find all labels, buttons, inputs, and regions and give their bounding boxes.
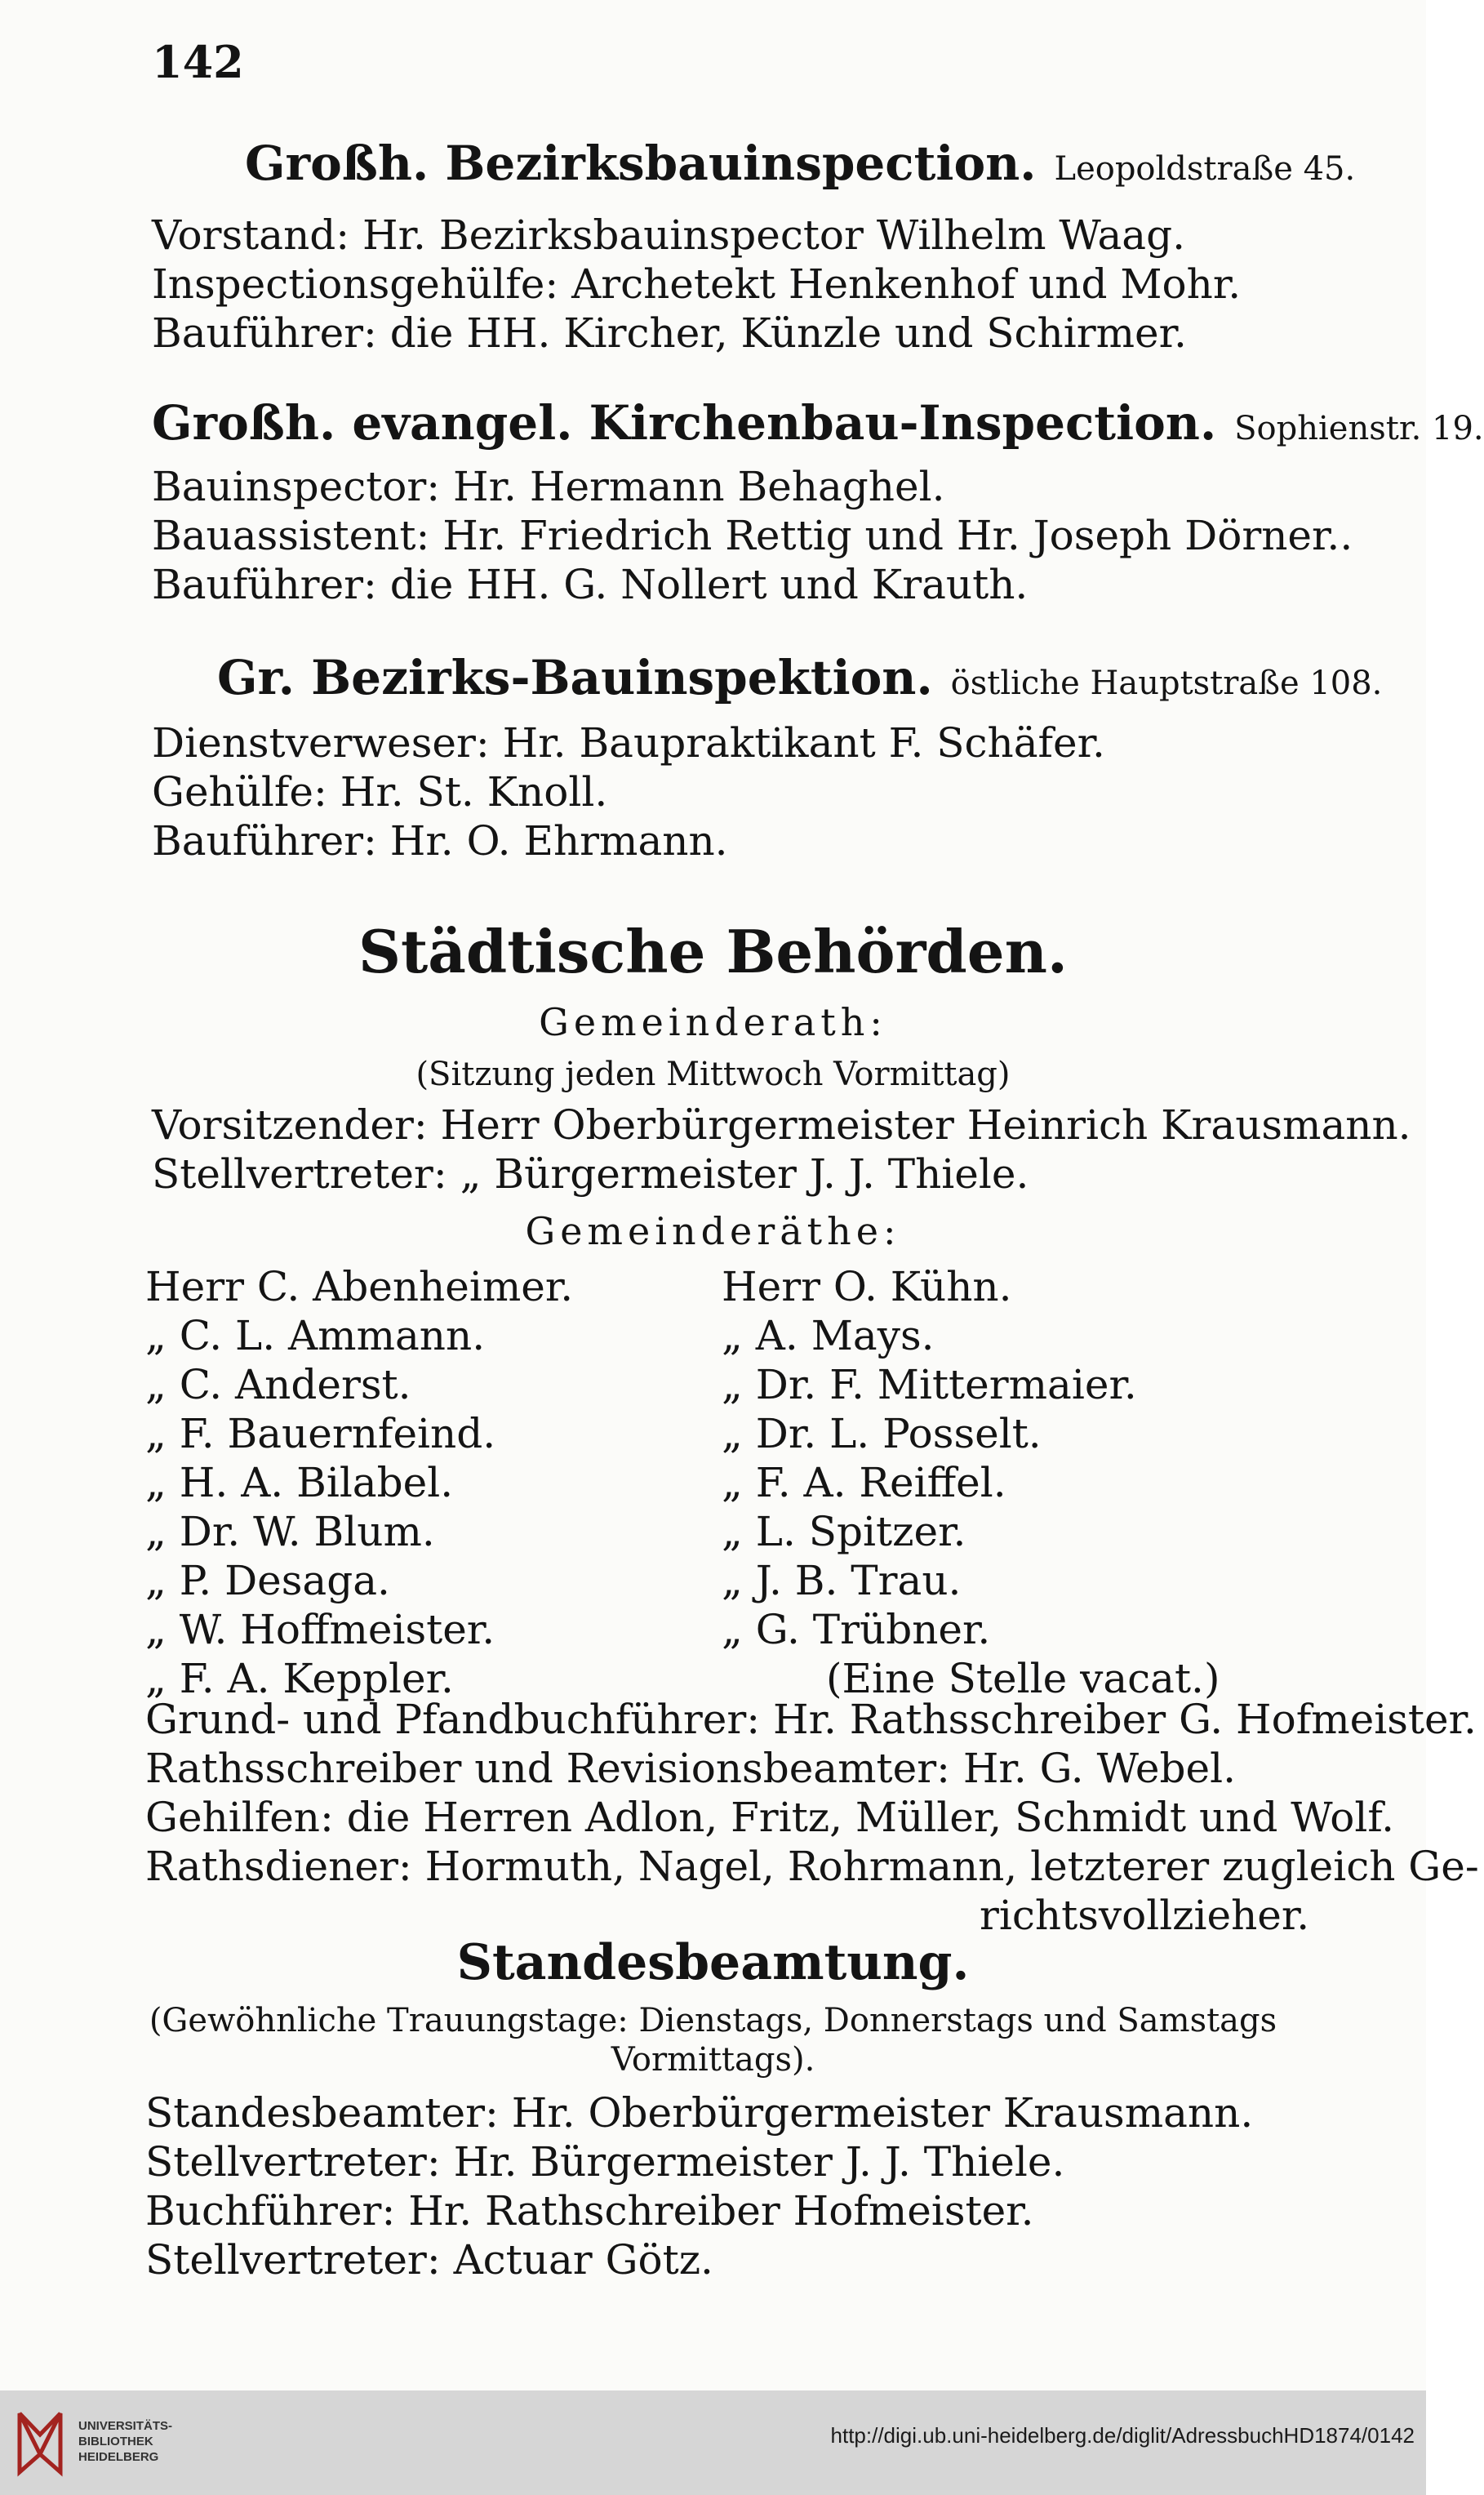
list-item: „ Dr. W. Blum. xyxy=(145,1508,435,1555)
list-item: „ F. A. Keppler. xyxy=(145,1655,454,1702)
section-title: Gr. Bezirks-Bauinspektion. xyxy=(217,650,933,705)
council-list-left xyxy=(145,1262,573,1703)
text-line: Gehilfen: die Herren Adlon, Fritz, Müller, Schmidt und Wolf. xyxy=(145,1794,1394,1841)
logo-line: HEIDELBERG xyxy=(78,2450,159,2464)
text-line: Buchführer: Hr. Rathschreiber Hofmeister. xyxy=(145,2187,1034,2235)
text-line: Stellvertreter: Actuar Götz. xyxy=(145,2236,713,2284)
section-address: östliche Hauptstraße 108. xyxy=(950,665,1383,702)
section-title: Großh. Bezirksbauinspection. xyxy=(245,136,1037,191)
page-number: 142 xyxy=(152,36,244,88)
list-item: „ C. Anderst. xyxy=(145,1361,411,1408)
text-line: Stellvertreter: Hr. Bürgermeister J. J. Thiele. xyxy=(145,2138,1065,2186)
section-title: Großh. evangel. Kirchenbau-Inspection. xyxy=(152,395,1217,451)
list-item: „ H. A. Bilabel. xyxy=(145,1459,454,1506)
list-item: Herr O. Kühn. xyxy=(722,1263,1012,1310)
text-line: Vorsitzender: Herr Oberbürgermeister Heinrich Krausmann. xyxy=(152,1101,1411,1149)
list-item: „ F. A. Reiffel. xyxy=(722,1459,1006,1506)
list-item: „ L. Spitzer. xyxy=(722,1508,966,1555)
text-line: Inspectionsgehülfe: Archetekt Henkenhof und Mohr. xyxy=(152,260,1242,308)
meeting-note: (Sitzung jeden Mittwoch Vormittag) xyxy=(415,1056,1011,1093)
list-item: „ A. Mays. xyxy=(722,1312,935,1359)
section-heading xyxy=(152,395,1484,453)
list-item: Herr C. Abenheimer. xyxy=(145,1263,574,1310)
list-item: „ W. Hoffmeister. xyxy=(145,1606,495,1653)
list-item: „ F. Bauernfeind. xyxy=(145,1410,496,1457)
subheading: Gemeinderäthe: xyxy=(525,1209,901,1253)
logo-line: UNIVERSITÄTS- xyxy=(78,2419,173,2433)
text-line: Vorstand: Hr. Bezirksbauinspector Wilhelm Waag. xyxy=(152,211,1185,259)
text-line: Dienstverweser: Hr. Baupraktikant F. Schäfer. xyxy=(152,719,1105,767)
note-line: Vormittags). xyxy=(611,2041,815,2079)
library-logo-text xyxy=(78,2418,172,2465)
list-item: „ Dr. F. Mittermaier. xyxy=(722,1361,1137,1408)
list-item: „ P. Desaga. xyxy=(145,1557,390,1604)
logo-line: BIBLIOTHEK xyxy=(78,2435,153,2448)
section-heading: Standesbeamtung. xyxy=(456,1934,970,1991)
text-line: richtsvollzieher. xyxy=(980,1892,1310,1939)
section-address: Leopoldstraße 45. xyxy=(1054,150,1356,188)
text-line: Rathsdiener: Hormuth, Nagel, Rohrmann, letzterer zugleich Ge- xyxy=(145,1843,1479,1890)
text-line: Bauassistent: Hr. Friedrich Rettig und Hr. Joseph Dörner.. xyxy=(152,512,1353,559)
council-list-right xyxy=(722,1262,1220,1703)
main-heading: Städtische Behörden. xyxy=(358,917,1068,986)
section-heading xyxy=(217,650,1383,708)
list-item: (Eine Stelle vacat.) xyxy=(826,1655,1220,1702)
text-line: Bauinspector: Hr. Hermann Behaghel. xyxy=(152,463,945,510)
section-address: Sophienstr. 19. xyxy=(1234,410,1484,447)
source-url-link[interactable]: http://digi.ub.uni-heidelberg.de/diglit/AdressbuchHD1874/0142 xyxy=(830,2423,1415,2448)
list-item: „ G. Trübner. xyxy=(722,1606,991,1653)
text-line: Standesbeamter: Hr. Oberbürgermeister Krausmann. xyxy=(145,2089,1254,2137)
list-item: „ J. B. Trau. xyxy=(722,1557,962,1604)
text-line: Bauführer: Hr. O. Ehrmann. xyxy=(152,817,728,865)
subheading: Gemeinderath: xyxy=(539,1000,887,1044)
text-line: Bauführer: die HH. G. Nollert und Krauth. xyxy=(152,561,1029,608)
text-line: Rathsschreiber und Revisionsbeamter: Hr. G. Webel. xyxy=(145,1745,1236,1792)
note-line: (Gewöhnliche Trauungstage: Dienstags, Donnerstags und Samstags xyxy=(149,2002,1277,2039)
list-item: „ C. L. Ammann. xyxy=(145,1312,486,1359)
list-item: „ Dr. L. Posselt. xyxy=(722,1410,1042,1457)
university-library-logo-icon xyxy=(11,2405,69,2480)
text-line: Grund- und Pfandbuchführer: Hr. Rathsschreiber G. Hofmeister. xyxy=(145,1696,1477,1743)
text-line: Bauführer: die HH. Kircher, Künzle und Schirmer. xyxy=(152,309,1187,357)
text-line: Stellvertreter: „ Bürgermeister J. J. Thiele. xyxy=(152,1150,1029,1198)
footer-bar xyxy=(0,2390,1426,2495)
section-heading xyxy=(245,136,1356,193)
text-line: Gehülfe: Hr. St. Knoll. xyxy=(152,768,608,816)
